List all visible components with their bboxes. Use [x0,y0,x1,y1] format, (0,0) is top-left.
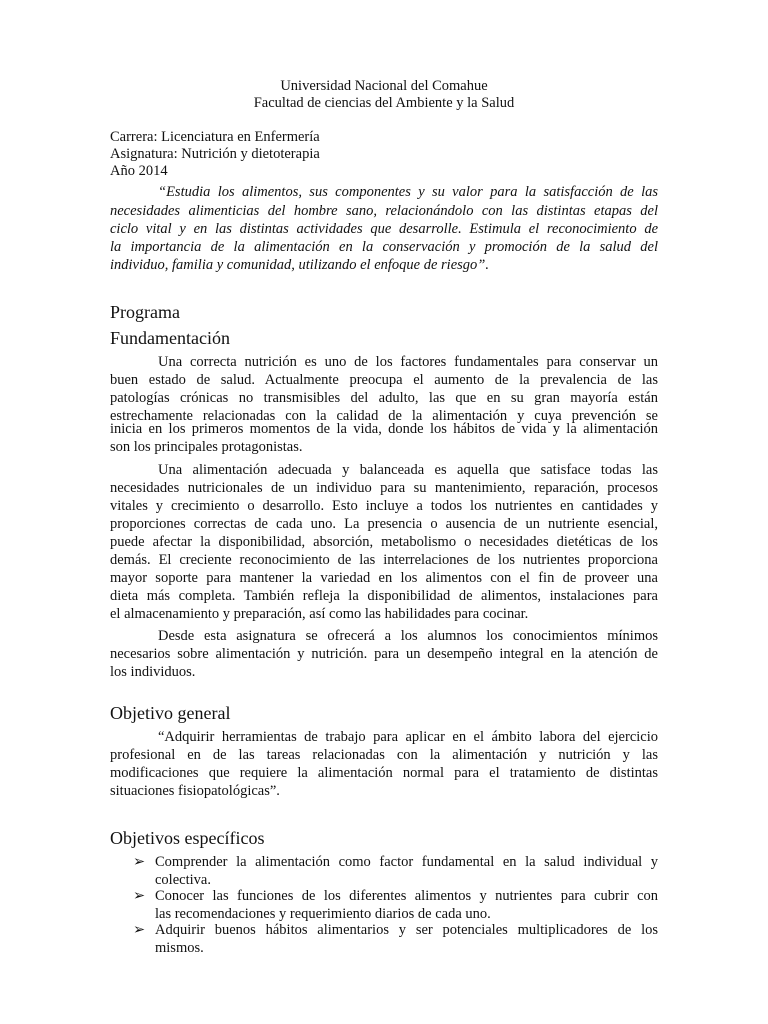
paragraph-line: demás. El creciente reconocimiento de las interrelaciones de los nutrientes proporciona [110,552,658,568]
quote-line: necesidades alimenticias del hombre sano, relacionándolo con las distintas etapas del [110,203,658,219]
list-item-line: Adquirir buenos hábitos alimentarios y ser potenciales multiplicadores de los [155,922,658,938]
objetivo-general-heading: Objetivo general [110,703,231,723]
objetivos-especificos-heading: Objetivos específicos [110,828,265,848]
list-item-line: Comprender la alimentación como factor fundamental en la salud individual y [155,854,658,870]
paragraph-line: son los principales protagonistas. [110,439,303,455]
arrow-bullet-icon: ➢ [133,888,146,904]
paragraph-line: el almacenamiento y preparación, así como las habilidades para cocinar. [110,606,529,622]
list-item-line: Conocer las funciones de los diferentes alimentos y nutrientes para cubrir con [155,888,658,904]
paragraph-line: buen estado de salud. Actualmente preocupa el aumento de la prevalencia de las [110,372,658,388]
carrera-line: Carrera: Licenciatura en Enfermería [110,129,320,145]
paragraph-line: dieta más completa. También refleja la disponibilidad de alimentos, instalaciones para [110,588,658,604]
paragraph-line: Una correcta nutrición es uno de los factores fundamentales para conservar un [158,354,658,370]
list-item-line: mismos. [155,940,204,956]
paragraph-line: los individuos. [110,664,196,680]
paragraph-line: “Adquirir herramientas de trabajo para aplicar en el ámbito labora del ejercicio [158,729,658,745]
arrow-bullet-icon: ➢ [133,922,146,938]
paragraph-line: situaciones fisiopatológicas”. [110,783,280,799]
paragraph-line: modificaciones que requiere la alimentación normal para el tratamiento de distintas [110,765,658,781]
quote-line: “Estudia los alimentos, sus componentes y su valor para la satisfacción de las [158,184,658,200]
paragraph-line: necesarios sobre alimentación y nutrición. para un desempeño integral en la atención de [110,646,658,662]
asignatura-line: Asignatura: Nutrición y dietoterapia [110,146,320,162]
paragraph-line: inicia en los primeros momentos de la vida, donde los hábitos de vida y la alimentación [110,421,658,437]
paragraph-line: puede afectar la disponibilidad, absorción, metabolismo o necesidades dietéticas de los [110,534,658,550]
quote-line: ciclo vital y en las distintas actividades que desarrolle. Estimula el reconocimiento de [110,221,658,237]
list-item-line: colectiva. [155,872,211,888]
paragraph-line: proporciones correctas de cada uno. La presencia o ausencia de un nutriente esencial, [110,516,658,532]
paragraph-line: Desde esta asignatura se ofrecerá a los alumnos los conocimientos mínimos [158,628,658,644]
quote-line: la importancia de la alimentación en la conservación y promoción de la salud del [110,239,658,255]
arrow-bullet-icon: ➢ [133,854,146,870]
paragraph-line: estrechamente relacionadas con la calidad de la alimentación y cuya prevención se [110,408,658,424]
paragraph-line: necesidades nutricionales de un individuo para su mantenimiento, reparación, procesos [110,480,658,496]
anio-line: Año 2014 [110,163,168,179]
list-item-line: las recomendaciones y requerimiento diarios de cada uno. [155,906,491,922]
university-name: Universidad Nacional del Comahue [280,78,488,94]
quote-line: individuo, familia y comunidad, utilizando el enfoque de riesgo”. [110,257,489,273]
faculty-name: Facultad de ciencias del Ambiente y la Salud [253,95,515,111]
paragraph-line: mayor soporte para mantener la variedad en los alimentos con el fin de proveer una [110,570,658,586]
paragraph-line: patologías crónicas no transmisibles del adulto, las que en su gran mayoría están [110,390,658,406]
fundamentacion-heading: Fundamentación [110,328,230,348]
programa-heading: Programa [110,302,180,322]
paragraph-line: vitales y crecimiento o desarrollo. Esto incluye a todos los nutrientes en cantidades y [110,498,658,514]
paragraph-line: profesional en de las tareas relacionadas con la alimentación y nutrición y las [110,747,658,763]
paragraph-line: Una alimentación adecuada y balanceada es aquella que satisface todas las [158,462,658,478]
